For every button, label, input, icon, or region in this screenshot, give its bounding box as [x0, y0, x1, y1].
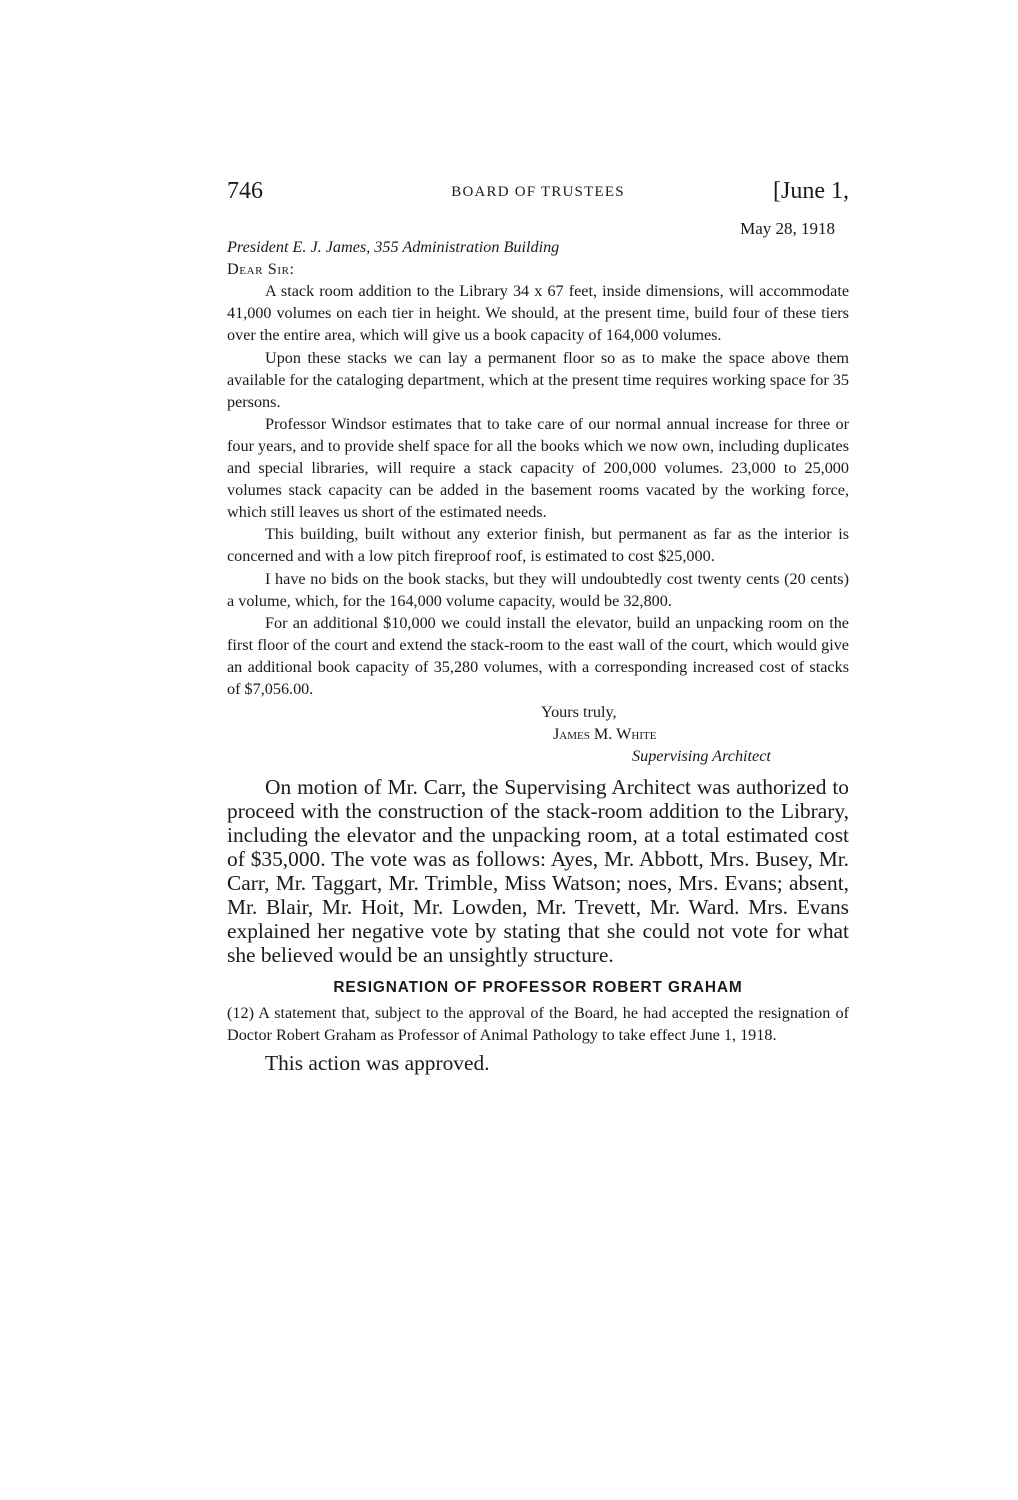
- letter-address: President E. J. James, 355 Administration Building: [227, 238, 560, 257]
- section-heading: RESIGNATION OF PROFESSOR ROBERT GRAHAM: [333, 979, 743, 997]
- letter-salutation: Dear Sir:: [227, 260, 295, 279]
- letter-date: May 28, 1918: [740, 219, 835, 238]
- letter: [227, 218, 849, 767]
- letter-closing: Yours truly,: [541, 703, 617, 722]
- letter-paragraph: Upon these stacks we can lay a permanent floor so as to make the space above them available for the cataloging department, which at the present time requires working space for 35 persons.: [227, 348, 849, 411]
- signature-name: James M. White: [553, 725, 657, 744]
- running-head: [227, 178, 849, 214]
- running-title: BOARD OF TRUSTEES: [451, 184, 625, 200]
- document-page: [227, 178, 849, 1076]
- letter-paragraph: A stack room addition to the Library 34 x 67 feet, inside dimensions, will accommodate 41,000 volumes on each tier in height. We should, at the present time, build four of these tiers over the entire area, which will give us a book capacity of 164,000 volumes.: [227, 282, 849, 345]
- letter-paragraph: I have no bids on the book stacks, but they will undoubtedly cost twenty cents (20 cents) a volume, which, for the 164,000 volume capacity, would be 32,800.: [227, 569, 849, 610]
- minutes-paragraph: On motion of Mr. Carr, the Supervising Architect was authorized to proceed with the construction of the stack-room addition to the Library, including the elevator and the unpacking room, at a total estimated cost of $35,000. The vote was as follows: Ayes, Mr. Abbott, Mrs. Busey, Mr. Carr, Mr. Taggart, Mr. Trimble, Miss Watson; noes, Mrs. Evans; absent, Mr. Blair, Mr. Hoit, Mr. Lowden, Mr. Trevett, Mr. Ward. Mrs. Evans explained her negative vote by stating that she could not vote for what she believed would be an unsightly structure.: [227, 775, 849, 968]
- running-date: [June 1,: [773, 178, 849, 204]
- item-paragraph: (12) A statement that, subject to the approval of the Board, he had accepted the resignation of Doctor Robert Graham as Professor of Animal Pathology to take effect June 1, 1918.: [227, 1004, 849, 1045]
- signature-title: Supervising Architect: [632, 747, 771, 766]
- letter-paragraph: Professor Windsor estimates that to take care of our normal annual increase for three or four years, and to provide shelf space for all the books which we now own, including duplicates and special libraries, will require a stack capacity of 200,000 volumes. 23,000 to 25,000 volumes stack capacity can be added in the basement rooms vacated by the working force, which still leaves us short of the estimated needs.: [227, 414, 849, 522]
- letter-paragraph: For an additional $10,000 we could install the elevator, build an unpacking room on the first floor of the court and extend the stack-room to the east wall of the court, which would give an additional book capacity of 35,280 volumes, with a corresponding increased cost of stacks of $7,056.00.: [227, 613, 849, 698]
- approval-line: This action was approved.: [265, 1051, 490, 1076]
- letter-paragraph: This building, built without any exterior finish, but permanent as far as the interior is concerned and with a low pitch fireproof roof, is estimated to cost $25,000.: [227, 525, 849, 566]
- letter-closing-block: [227, 701, 849, 767]
- page-number: 746: [227, 178, 263, 204]
